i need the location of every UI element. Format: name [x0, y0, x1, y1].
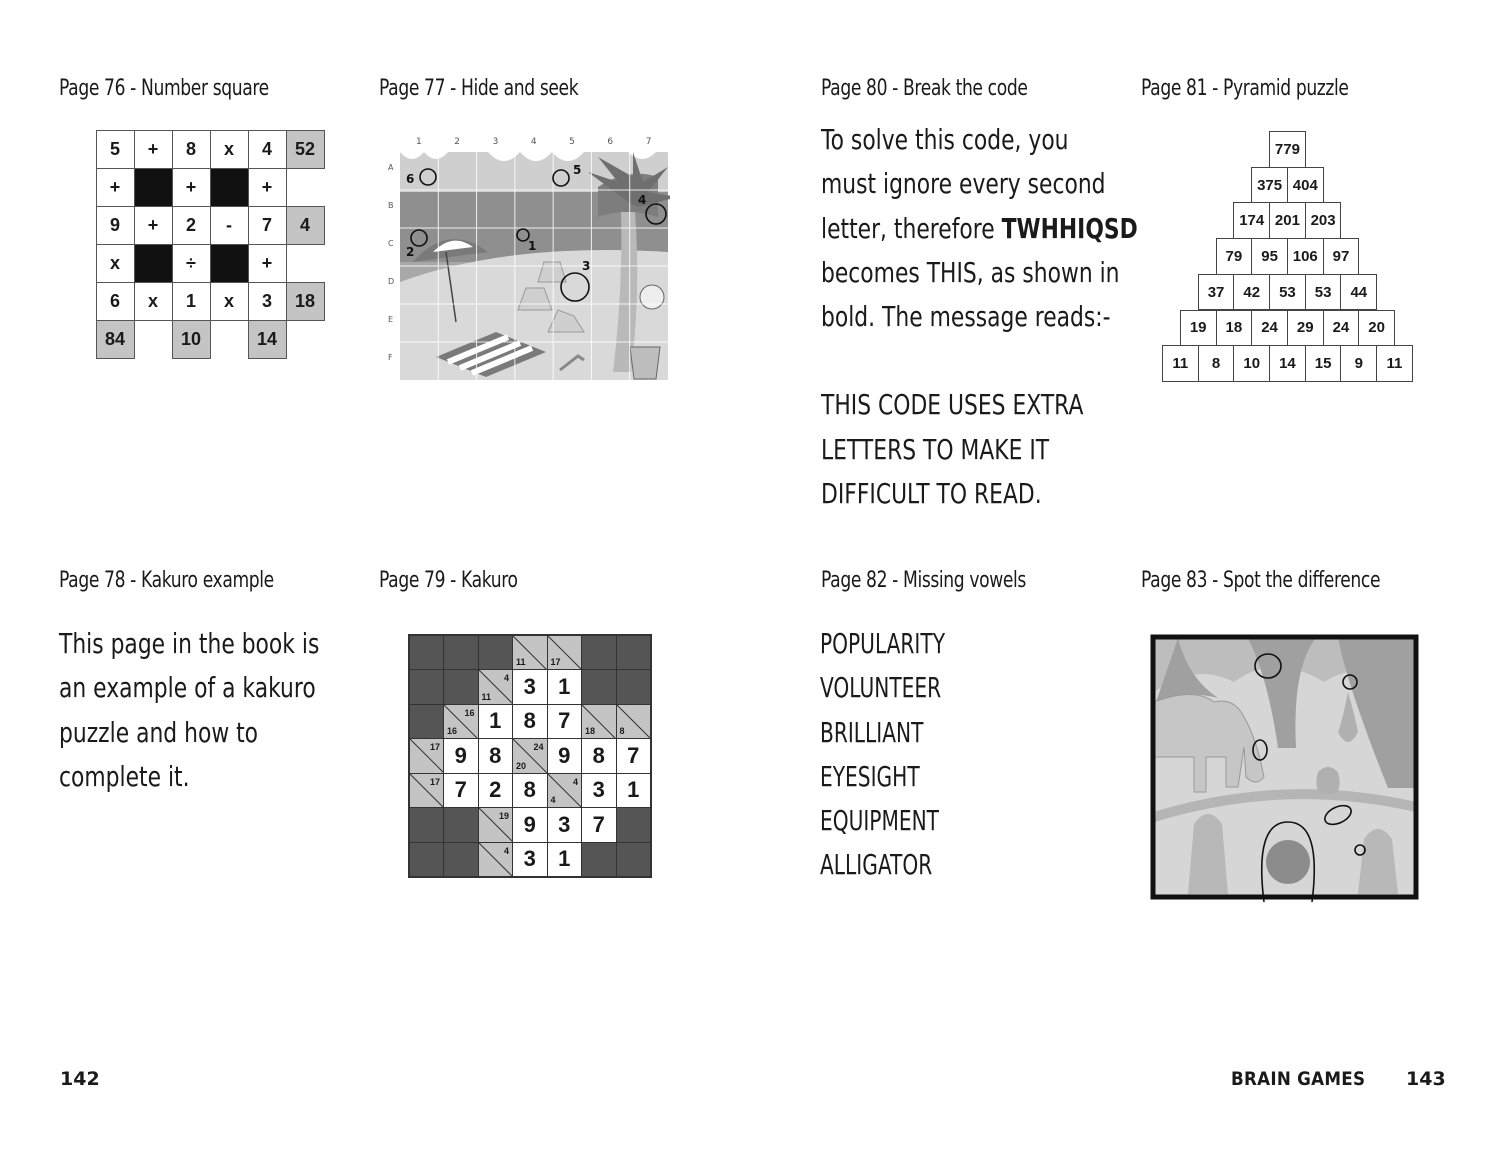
grid-cell: + [96, 168, 135, 207]
blocked-cell [210, 244, 249, 283]
answer-cell: 3 [581, 773, 617, 809]
bold-code: TWHHIQSD [1001, 211, 1138, 245]
text-span: letter, therefore [821, 211, 1002, 245]
result-cell: 4 [286, 206, 325, 245]
grid-cell: + [248, 244, 287, 283]
result-cell: 52 [286, 130, 325, 169]
text-span: , as shown in [976, 255, 1120, 289]
page-number-left: 142 [60, 1068, 100, 1090]
column-label: 3 [492, 137, 499, 147]
answer-cell: 7 [616, 738, 652, 774]
answer-cell: 7 [443, 773, 479, 809]
blocked-cell [581, 669, 617, 705]
blocked-cell [409, 842, 445, 878]
clue-across: 16 [464, 707, 475, 718]
row-label: A [388, 163, 394, 172]
answer-cell: 3 [512, 669, 548, 705]
grid-cell: x [134, 282, 173, 321]
grid-cell [286, 320, 325, 359]
pyramid-cell: 8 [1198, 345, 1235, 382]
heading-hide-and-seek: Page 77 - Hide and seek [379, 76, 579, 101]
row-label: B [388, 201, 394, 210]
blocked-cell [581, 635, 617, 671]
grid-cell: x [210, 282, 249, 321]
clue-across: 4 [572, 776, 578, 787]
clue-cell [478, 842, 514, 878]
answer-cell: 8 [478, 738, 514, 774]
word-item: BRILLIANT [820, 715, 924, 749]
text-line: must ignore every second [821, 167, 1106, 201]
blocked-cell [443, 807, 479, 843]
decoded-word: THIS [926, 255, 977, 289]
answer-cell: 3 [547, 807, 583, 843]
grid-cell: 4 [248, 130, 287, 169]
answer-marker: 1 [528, 239, 537, 253]
heading-kakuro-example: Page 78 - Kakuro example [59, 568, 274, 593]
column-label: 1 [416, 137, 422, 147]
blocked-cell [443, 635, 479, 671]
clue-cell [409, 738, 445, 774]
heading-pyramid-puzzle: Page 81 - Pyramid puzzle [1141, 76, 1349, 101]
pyramid-cell: 97 [1323, 238, 1360, 275]
answer-cell: 9 [443, 738, 479, 774]
pyramid-cell: 19 [1180, 310, 1217, 347]
answer-cell: 1 [616, 773, 652, 809]
heading-number-square: Page 76 - Number square [59, 76, 269, 101]
answer-cell: 1 [478, 704, 514, 740]
blocked-cell [409, 807, 445, 843]
clue-down: 4 [550, 795, 556, 805]
pyramid-cell: 44 [1340, 274, 1377, 311]
book-section-title: BRAIN GAMES [1231, 1068, 1366, 1090]
clue-cell [581, 704, 617, 740]
column-label: 2 [454, 137, 461, 147]
row-label: E [388, 315, 394, 324]
kakuro-example-text [59, 622, 319, 799]
answer-marker: 4 [638, 193, 647, 207]
pyramid-row [1269, 131, 1305, 168]
clue-cell [478, 807, 514, 843]
text-line: puzzle and how to [59, 715, 259, 749]
blocked-cell [210, 168, 249, 207]
word-item: EQUIPMENT [820, 804, 939, 838]
grid-cell: - [210, 206, 249, 245]
pyramid-row [1162, 345, 1412, 382]
clue-down: 20 [516, 760, 527, 771]
column-label: 5 [569, 137, 575, 147]
answer-marker: 3 [582, 259, 591, 273]
clue-down: 18 [585, 726, 596, 736]
clue-cell [512, 635, 548, 671]
blocked-cell [478, 635, 514, 671]
answer-cell: 8 [512, 773, 548, 809]
clue-across: 24 [533, 742, 544, 752]
pyramid-row [1198, 274, 1376, 311]
word-item: ALLIGATOR [820, 848, 933, 882]
word-item: POPULARITY [820, 627, 946, 660]
result-cell: 18 [286, 282, 325, 321]
grid-cell [286, 244, 325, 283]
pyramid-row [1233, 202, 1340, 239]
answer-cell: 1 [547, 669, 583, 705]
clue-down: 8 [619, 726, 625, 736]
text-line: an example of a kakuro [59, 671, 316, 705]
grid-cell: 8 [172, 130, 211, 169]
blocked-cell [616, 669, 652, 705]
kakuro-grid [408, 634, 652, 878]
clue-across: 17 [429, 776, 440, 787]
page-number-right: 143 [1406, 1068, 1446, 1090]
row-label: C [388, 239, 394, 248]
pyramid-row [1216, 238, 1359, 275]
pyramid-cell: 24 [1251, 310, 1288, 347]
grid-cell: ÷ [172, 244, 211, 283]
row-label: F [388, 353, 393, 362]
word-item: VOLUNTEER [820, 671, 942, 705]
text-line: This page in the book is [59, 627, 320, 660]
answer-line: THIS CODE USES EXTRA [821, 388, 1084, 422]
pyramid-cell: 29 [1287, 310, 1324, 347]
pyramid-cell: 53 [1269, 274, 1306, 311]
blocked-cell [616, 842, 652, 878]
break-the-code-text [821, 118, 1138, 516]
pyramid-cell: 779 [1269, 131, 1306, 168]
pyramid-cell: 14 [1269, 345, 1306, 382]
answer-marker: 5 [573, 163, 582, 177]
blocked-cell [409, 704, 445, 740]
clue-down: 16 [447, 726, 458, 736]
clue-across: 4 [503, 845, 509, 856]
blocked-cell [616, 635, 652, 671]
blocked-cell [409, 669, 445, 705]
pyramid-cell: 15 [1305, 345, 1342, 382]
grid-cell: 3 [248, 282, 287, 321]
pyramid-cell: 95 [1251, 238, 1288, 275]
clue-cell [478, 669, 514, 705]
column-label: 6 [607, 137, 614, 147]
pyramid-cell: 404 [1287, 167, 1324, 204]
pyramid-cell: 11 [1162, 345, 1199, 382]
answer-marker: 6 [406, 172, 415, 186]
pyramid-cell: 20 [1358, 310, 1395, 347]
clue-across: 17 [429, 742, 440, 752]
answer-cell: 7 [581, 807, 617, 843]
hide-and-seek-illustration [388, 132, 670, 382]
pyramid-cell: 42 [1233, 274, 1270, 311]
row-label: D [388, 277, 395, 286]
grid-cell: + [134, 130, 173, 169]
clue-cell [547, 773, 583, 809]
grid-cell: 9 [96, 206, 135, 245]
heading-kakuro: Page 79 - Kakuro [379, 568, 518, 593]
pyramid-cell: 37 [1198, 274, 1235, 311]
blocked-cell [134, 244, 173, 283]
clue-across: 4 [503, 673, 509, 683]
blocked-cell [134, 168, 173, 207]
heading-spot-the-difference: Page 83 - Spot the difference [1141, 568, 1381, 593]
answer-cell: 9 [547, 738, 583, 774]
pyramid-cell: 10 [1233, 345, 1270, 382]
heading-missing-vowels: Page 82 - Missing vowels [821, 568, 1026, 593]
answer-cell: 7 [547, 704, 583, 740]
grid-cell: + [172, 168, 211, 207]
answer-line: DIFFICULT TO READ. [821, 477, 1042, 511]
grid-cell [134, 320, 173, 359]
clue-cell [547, 635, 583, 671]
answer-cell: 3 [512, 842, 548, 878]
text-line [821, 207, 1138, 251]
pyramid-row [1180, 310, 1394, 347]
clue-across: 19 [498, 811, 509, 821]
grid-cell: 7 [248, 206, 287, 245]
result-cell: 10 [172, 320, 211, 359]
grid-cell: 6 [96, 282, 135, 321]
answer-line: LETTERS TO MAKE IT [821, 432, 1050, 466]
pyramid-cell: 53 [1305, 274, 1342, 311]
blocked-cell [443, 669, 479, 705]
answer-cell: 9 [512, 807, 548, 843]
grid-cell [210, 320, 249, 359]
pyramid-cell: 79 [1216, 238, 1253, 275]
pyramid-cell: 24 [1323, 310, 1360, 347]
clue-cell [512, 738, 548, 774]
clue-down: 11 [481, 691, 492, 702]
grid-cell: + [134, 206, 173, 245]
word-item: EYESIGHT [820, 759, 920, 793]
number-square-grid [96, 130, 324, 358]
pyramid-cell: 375 [1251, 167, 1288, 204]
text-line: complete it. [59, 759, 190, 793]
blocked-cell [409, 635, 445, 671]
heading-break-the-code: Page 80 - Break the code [821, 76, 1028, 101]
grid-cell: 1 [172, 282, 211, 321]
answer-marker: 2 [406, 245, 415, 259]
blocked-cell [443, 842, 479, 878]
grid-cell: x [210, 130, 249, 169]
pyramid-cell: 9 [1340, 345, 1377, 382]
missing-vowels-list [820, 622, 945, 888]
pyramid-row [1251, 167, 1322, 204]
grid-cell: 2 [172, 206, 211, 245]
text-line: To solve this code, you [821, 123, 1069, 156]
text-line: bold. The message reads:- [821, 300, 1111, 334]
text-line [821, 251, 1138, 295]
column-label: 4 [530, 137, 537, 147]
pyramid-cell: 201 [1269, 202, 1306, 239]
clue-cell [443, 704, 479, 740]
blocked-cell [581, 842, 617, 878]
spot-the-difference-illustration [1148, 632, 1420, 902]
column-label: 7 [645, 137, 652, 147]
grid-cell: x [96, 244, 135, 283]
grid-cell: 5 [96, 130, 135, 169]
answer-cell: 1 [547, 842, 583, 878]
result-cell: 84 [96, 320, 135, 359]
clue-cell [616, 704, 652, 740]
answer-cell: 2 [478, 773, 514, 809]
pyramid-cell: 106 [1287, 238, 1324, 275]
pyramid-cell: 18 [1216, 310, 1253, 347]
result-cell: 14 [248, 320, 287, 359]
pyramid-cell: 203 [1305, 202, 1342, 239]
blocked-cell [616, 807, 652, 843]
grid-cell [286, 168, 325, 207]
pyramid-cell: 174 [1233, 202, 1270, 239]
clue-down: 17 [550, 657, 561, 667]
text-span: becomes [821, 255, 927, 289]
answer-cell: 8 [512, 704, 548, 740]
clue-down: 11 [516, 657, 526, 667]
grid-cell: + [248, 168, 287, 207]
clue-cell [409, 773, 445, 809]
answer-cell: 8 [581, 738, 617, 774]
pyramid-cell: 11 [1376, 345, 1413, 382]
